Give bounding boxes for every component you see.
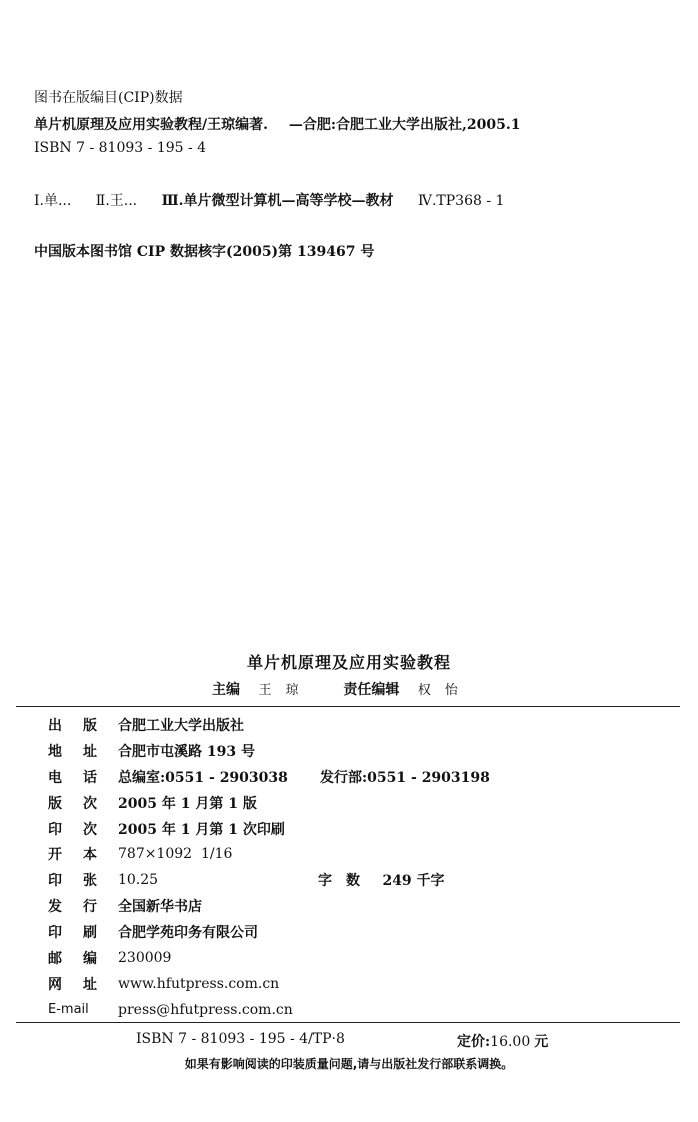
label-char: 版 bbox=[48, 795, 62, 812]
word-count-label: 字数 bbox=[318, 873, 374, 890]
publisher-value: 合肥工业大学出版社 bbox=[118, 717, 244, 734]
cip-publisher: —合肥:合肥工业大学出版社,2005.1 bbox=[288, 117, 521, 133]
sheets-value: 10.25 bbox=[118, 872, 159, 889]
label-char: 出 bbox=[48, 717, 62, 734]
row-email bbox=[48, 997, 293, 1023]
divider-bottom bbox=[16, 1022, 680, 1023]
cip-isbn: ISBN 7 - 81093 - 195 - 4 bbox=[34, 140, 207, 156]
printing-value: 2005 年 1 月第 1 次印刷 bbox=[118, 821, 285, 838]
cip-heading: 图书在版编目(CIP)数据 bbox=[34, 90, 183, 106]
quality-notice: 如果有影响阅读的印装质量问题,请与出版社发行部联系调换。 bbox=[184, 1057, 514, 1071]
word-count-value: 249 千字 bbox=[382, 873, 445, 890]
label-char: 印 bbox=[48, 925, 62, 942]
label-char: 址 bbox=[83, 743, 97, 760]
phone-distribution: 发行部:0551 - 2903198 bbox=[320, 769, 490, 786]
printer-value: 合肥学苑印务有限公司 bbox=[118, 925, 258, 942]
label-char: 张 bbox=[83, 873, 97, 890]
cip-classification bbox=[34, 190, 524, 210]
row-format bbox=[48, 841, 293, 867]
label-char: 次 bbox=[83, 821, 97, 838]
label-char: 本 bbox=[83, 847, 97, 864]
class-item: Ⅱ.王... bbox=[95, 193, 138, 209]
price-value: 16.00 bbox=[490, 1034, 531, 1050]
cip-title: 单片机原理及应用实验教程/王琼编著. bbox=[34, 117, 268, 133]
address-value: 合肥市屯溪路 193 号 bbox=[118, 743, 255, 760]
label-char: 发 bbox=[48, 899, 62, 916]
cip-verification: 中国版本图书馆 CIP 数据核字(2005)第 139467 号 bbox=[34, 244, 375, 260]
label-char: 话 bbox=[83, 769, 97, 786]
book-title: 单片机原理及应用实验教程 bbox=[246, 653, 451, 672]
label-char: 电 bbox=[48, 769, 62, 786]
price-label: 定价: bbox=[457, 1034, 491, 1050]
website-link[interactable]: www.hfutpress.com.cn bbox=[118, 975, 280, 992]
divider-top bbox=[16, 706, 680, 707]
price-unit: 元 bbox=[534, 1034, 549, 1050]
label-char: 地 bbox=[48, 743, 62, 760]
editor-label: 主编 bbox=[212, 682, 240, 698]
cip-title-line bbox=[34, 114, 521, 134]
row-publisher bbox=[48, 712, 293, 738]
row-distributor bbox=[48, 893, 293, 919]
publication-info bbox=[48, 712, 490, 1023]
editor-name: 王琼 bbox=[258, 683, 313, 698]
class-item: Ⅲ.单片微型计算机—高等学校—教材 bbox=[161, 193, 394, 209]
label-char: 次 bbox=[83, 795, 97, 812]
class-item: Ⅰ.单... bbox=[34, 193, 72, 209]
label-char: 印 bbox=[48, 821, 62, 838]
format-value: 787×1092 1/16 bbox=[118, 846, 233, 863]
phone-editorial: 总编室:0551 - 2903038 bbox=[118, 769, 288, 786]
row-phone bbox=[48, 764, 490, 790]
distributor-value: 全国新华书店 bbox=[118, 899, 202, 916]
email-label: E-mail bbox=[48, 1002, 89, 1018]
label-char: 编 bbox=[83, 950, 97, 967]
row-edition bbox=[48, 790, 293, 816]
row-printer bbox=[48, 919, 293, 945]
label-char: 刷 bbox=[83, 925, 97, 942]
resp-editor-label: 责任编辑 bbox=[343, 682, 400, 698]
label-char: 网 bbox=[48, 976, 62, 993]
isbn-full: ISBN 7 - 81093 - 195 - 4/TP·8 bbox=[136, 1031, 345, 1047]
row-website bbox=[48, 971, 293, 997]
label-char: 开 bbox=[48, 847, 62, 864]
label-char: 版 bbox=[83, 717, 97, 734]
email-link[interactable]: press@hfutpress.com.cn bbox=[118, 1001, 293, 1018]
label-char: 邮 bbox=[48, 950, 62, 967]
row-postcode bbox=[48, 945, 293, 971]
row-sheets bbox=[48, 867, 445, 893]
price bbox=[457, 1031, 548, 1051]
row-address bbox=[48, 738, 293, 764]
label-char: 印 bbox=[48, 873, 62, 890]
class-item: Ⅳ.TP368 - 1 bbox=[417, 193, 505, 209]
resp-editor-name: 权怡 bbox=[417, 683, 472, 698]
edition-value: 2005 年 1 月第 1 版 bbox=[118, 795, 257, 812]
label-char: 址 bbox=[83, 976, 97, 993]
postcode-value: 230009 bbox=[118, 949, 172, 966]
label-char: 行 bbox=[83, 899, 97, 916]
editors-line bbox=[212, 679, 472, 699]
row-printing bbox=[48, 816, 293, 842]
